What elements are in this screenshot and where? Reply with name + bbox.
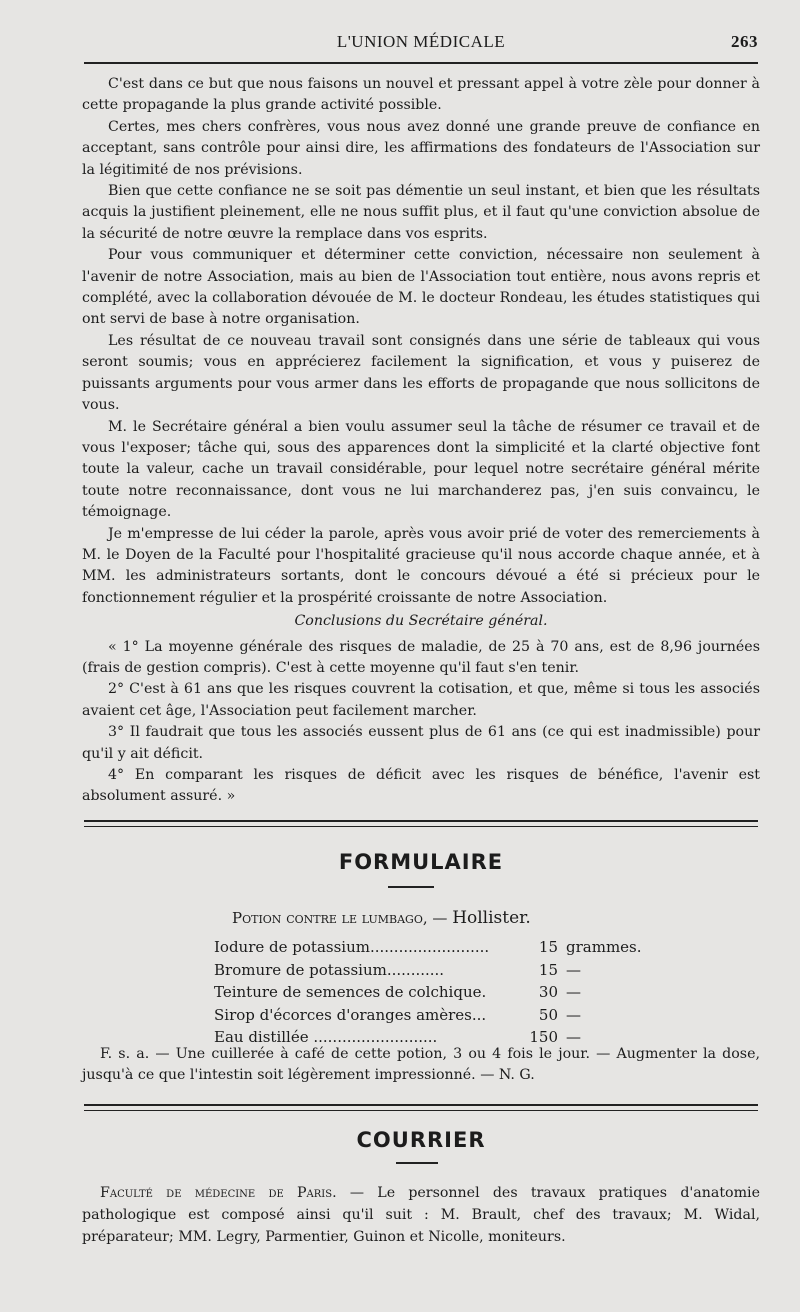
courrier-paragraph bbox=[82, 1182, 760, 1248]
list-item bbox=[214, 961, 634, 984]
ingredient-qty: 150 bbox=[529, 1028, 558, 1047]
courrier-text: — Le personnel des travaux pratiques d'anatomie pathologique est composé ainsi qu'il suit : M. Brault, chef des travaux; M. Widal, préparateur; MM. Legry, Parmentier, Guinon et Nicolle, moniteurs. bbox=[82, 1185, 760, 1245]
paragraph: Bien que cette confiance ne se soit pas démentie un seul instant, et bien que les résultats acquis la justifient pleinement, elle ne nous suffit plus, et il faut qu'une conviction absolue de la sécurité de notre œuvre la remplace dans vos esprits. bbox=[82, 183, 760, 242]
courrier-heading: COURRIER bbox=[356, 1128, 486, 1152]
courrier-lead: Faculté de médecine de Paris. bbox=[100, 1185, 337, 1201]
recipe-title bbox=[232, 908, 612, 928]
section-divider bbox=[84, 1104, 758, 1111]
conclusion-item: 4° En comparant les risques de déficit avec les risques de bénéfice, l'avenir est absolument assuré. » bbox=[82, 767, 760, 805]
ingredient-unit: grammes. bbox=[566, 938, 642, 956]
recipe-author: Hollister. bbox=[452, 908, 531, 928]
header-rule bbox=[84, 62, 758, 64]
ingredient-qty: 30 bbox=[538, 983, 558, 1002]
conclusion-item: 3° Il faudrait que tous les associés eussent plus de 61 ans (ce qui est inadmissible) pour qu'il y ait déficit. bbox=[82, 724, 760, 762]
ingredient-name: Bromure de potassium............ bbox=[214, 960, 445, 979]
ingredient-list bbox=[214, 938, 642, 1051]
ingredient-unit: — bbox=[566, 1028, 581, 1047]
ingredient-name: Teinture de semences de colchique. bbox=[214, 983, 487, 1002]
heading-underline bbox=[396, 1162, 438, 1164]
ingredient-unit: — bbox=[566, 960, 581, 979]
paragraph: Pour vous communiquer et déterminer cette conviction, nécessaire non seulement à l'avenir de notre Association, mais au bien de l'Association tout entière, nous avons repris et complété, avec la collaboration dévouée de M. le docteur Rondeau, les études statistiques qui ont servi de base à notre organisation. bbox=[82, 247, 760, 328]
recipe-instructions bbox=[82, 1044, 760, 1087]
conclusion-item: « 1° La moyenne générale des risques de maladie, de 25 à 70 ans, est de 8,96 journées (frais de gestion compris). C'est à cette moyenne qu'il faut s'en tenir. bbox=[82, 638, 760, 676]
recipe-dash: — bbox=[432, 909, 448, 927]
conclusion-item: 2° C'est à 61 ans que les risques couvrent la cotisation, et que, même si tous les associés avaient cet âge, l'Association peut facilement marcher. bbox=[82, 681, 760, 719]
list-item bbox=[214, 1006, 634, 1029]
paragraph: Les résultat de ce nouveau travail sont consignés dans une série de tableaux qui vous seront soumis; vous en apprécierez facilement la signification, et vous y puiserez de puissants arguments pour vous armer dans les efforts de propagande que nous sollicitons de vous. bbox=[82, 332, 760, 414]
instructions-text: F. s. a. — Une cuillerée à café de cette potion, 3 ou 4 fois le jour. — Augmenter la dose, jusqu'à ce que l'intestin soit légèrement impressionné. — N. G. bbox=[82, 1046, 760, 1084]
ingredient-name: Iodure de potassium......................... bbox=[214, 938, 490, 956]
paragraph: Certes, mes chers confrères, vous nous avez donné une grande preuve de confiance en acceptant, sans contrôle pour ainsi dire, les affirmations des fondateurs de l'Association sur la légitimité de nos prévisions. bbox=[82, 118, 760, 178]
paragraph: Je m'empresse de lui céder la parole, après vous avoir prié de voter des remerciements à M. le Doyen de la Faculté pour l'hospitalité gracieuse qu'il nous accorde chaque année, et à MM. les administrateurs sortants, dont le concours dévoué a été si précieux pour le fonctionnement régulier et la prospérité croissante de notre Association. bbox=[82, 525, 760, 606]
ingredient-qty: 15 bbox=[538, 960, 558, 979]
list-item bbox=[214, 938, 642, 961]
ingredient-unit: — bbox=[566, 983, 581, 1002]
ingredient-qty: 15 bbox=[538, 938, 558, 956]
heading-underline bbox=[388, 886, 434, 888]
ingredient-qty: 50 bbox=[538, 1005, 558, 1024]
ingredient-name: Sirop d'écorces d'oranges amères... bbox=[214, 1005, 487, 1024]
ingredient-name: Eau distillée .......................... bbox=[214, 1028, 438, 1047]
paragraph: C'est dans ce but que nous faisons un nouvel et pressant appel à votre zèle pour donner à cette propagande la plus grande activité possible. bbox=[82, 76, 760, 114]
running-header bbox=[84, 28, 758, 60]
paragraph: M. le Secrétaire général a bien voulu assumer seul la tâche de résumer ce travail et de vous l'exposer; tâche qui, sous des apparences dont la simplicité et la clarté objective font toute la valeur, cache un travail considérable, pour lequel notre secrétaire général mérite toute notre reconnaissance, dont vous ne lui marchanderez pas, j'en suis convaincu, le témoignage. bbox=[82, 418, 760, 521]
courrier-body bbox=[82, 1182, 760, 1248]
list-item bbox=[214, 983, 634, 1006]
ingredient-unit: — bbox=[566, 1005, 581, 1024]
running-title: L'UNION MÉDICALE bbox=[336, 32, 506, 51]
section-divider bbox=[84, 820, 758, 827]
page-number: 263 bbox=[731, 32, 758, 51]
conclusions-heading: Conclusions du Secrétaire général. bbox=[294, 613, 548, 630]
formulaire-heading: FORMULAIRE bbox=[338, 850, 504, 874]
recipe-name: Potion contre le lumbago, bbox=[232, 909, 428, 927]
article-body bbox=[82, 74, 760, 808]
